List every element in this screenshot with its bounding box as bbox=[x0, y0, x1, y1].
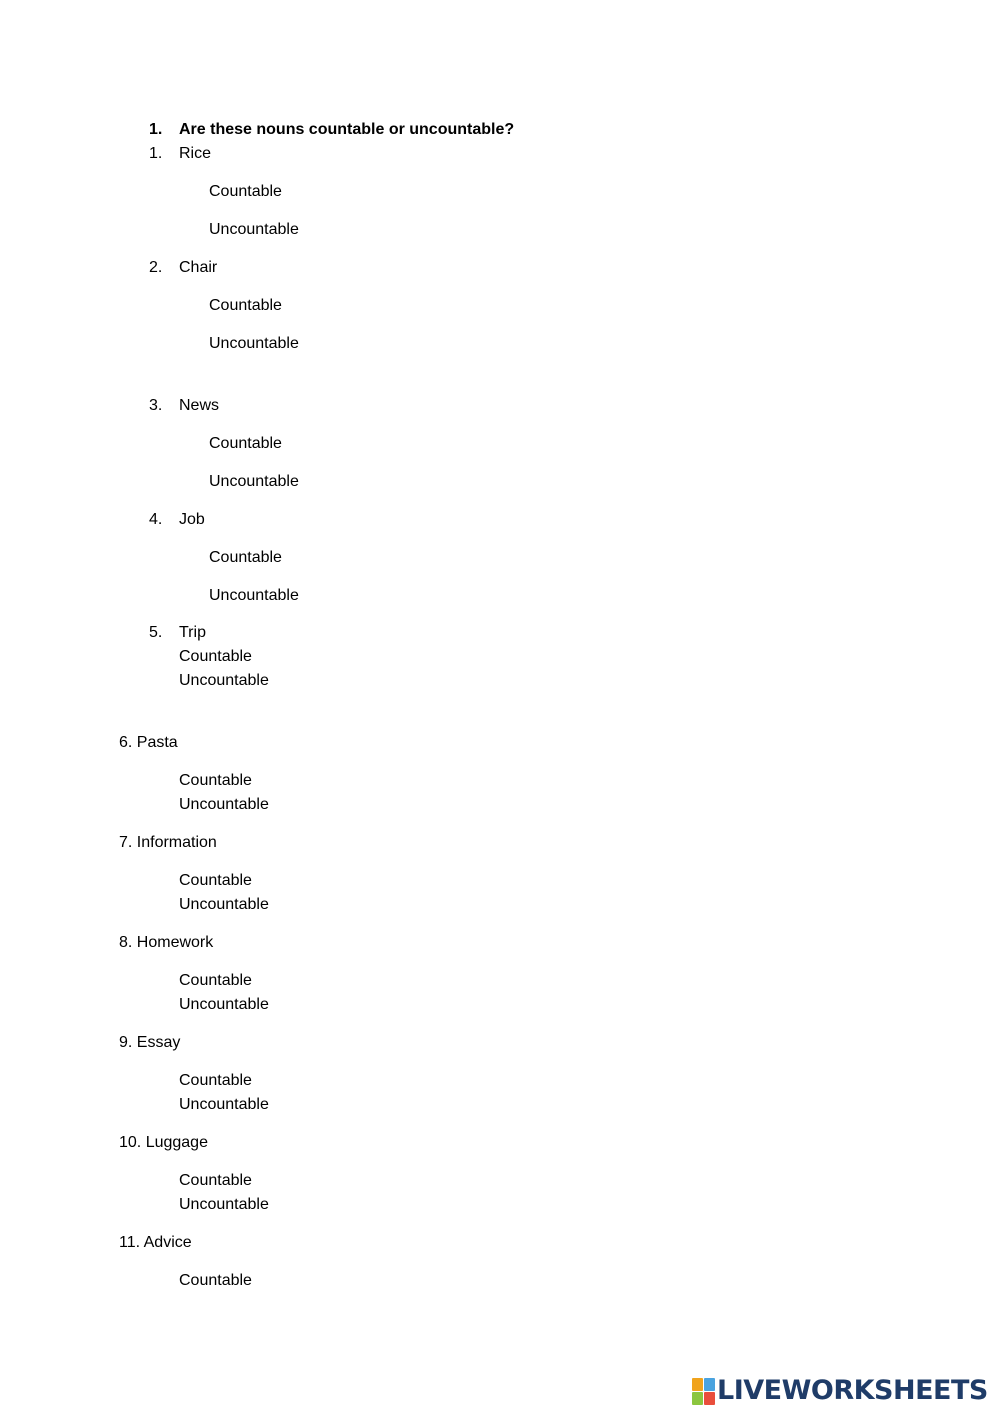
logo-square bbox=[692, 1378, 703, 1391]
option-uncountable[interactable]: Uncountable bbox=[179, 896, 269, 913]
item-word-rice: Rice bbox=[179, 145, 212, 162]
option-countable[interactable]: Countable bbox=[209, 297, 282, 314]
item-word-chair: Chair bbox=[179, 259, 218, 276]
option-countable[interactable]: Countable bbox=[179, 772, 252, 789]
option-countable[interactable]: Countable bbox=[209, 435, 282, 452]
option-uncountable[interactable]: Uncountable bbox=[209, 587, 299, 604]
page-title: Are these nouns countable or uncountable? bbox=[179, 121, 515, 138]
option-countable[interactable]: Countable bbox=[179, 872, 252, 889]
option-countable[interactable]: Countable bbox=[179, 1072, 252, 1089]
header-number: 1. bbox=[149, 121, 163, 138]
brand-name: LIVEWORKSHEETS bbox=[717, 1375, 988, 1406]
item-word-information: 7. Information bbox=[119, 834, 217, 851]
liveworksheets-logo bbox=[692, 1374, 990, 1408]
item-number-3: 3. bbox=[149, 397, 163, 414]
item-number-4: 4. bbox=[149, 511, 163, 528]
option-uncountable[interactable]: Uncountable bbox=[179, 796, 269, 813]
option-uncountable[interactable]: Uncountable bbox=[179, 1096, 269, 1113]
option-countable[interactable]: Countable bbox=[179, 1272, 252, 1289]
item-number-5: 5. bbox=[149, 624, 163, 641]
option-uncountable[interactable]: Uncountable bbox=[209, 473, 299, 490]
option-countable[interactable]: Countable bbox=[179, 648, 252, 665]
option-countable[interactable]: Countable bbox=[209, 549, 282, 566]
liveworksheets-logo-icon bbox=[692, 1378, 714, 1404]
option-countable[interactable]: Countable bbox=[209, 183, 282, 200]
item-word-essay: 9. Essay bbox=[119, 1034, 181, 1051]
option-uncountable[interactable]: Uncountable bbox=[179, 1196, 269, 1213]
item-word-pasta: 6. Pasta bbox=[119, 734, 178, 751]
item-word-trip: Trip bbox=[179, 624, 206, 641]
logo-square bbox=[692, 1392, 703, 1405]
item-word-luggage: 10. Luggage bbox=[119, 1134, 208, 1151]
option-uncountable[interactable]: Uncountable bbox=[209, 335, 299, 352]
logo-square bbox=[704, 1378, 715, 1391]
option-countable[interactable]: Countable bbox=[179, 972, 252, 989]
item-number-2: 2. bbox=[149, 259, 163, 276]
item-word-homework: 8. Homework bbox=[119, 934, 214, 951]
item-word-advice: 11. Advice bbox=[119, 1234, 192, 1251]
logo-square bbox=[704, 1392, 715, 1405]
item-word-job: Job bbox=[179, 511, 205, 528]
option-uncountable[interactable]: Uncountable bbox=[209, 221, 299, 238]
option-uncountable[interactable]: Uncountable bbox=[179, 672, 269, 689]
item-number-1: 1. bbox=[149, 145, 163, 162]
option-uncountable[interactable]: Uncountable bbox=[179, 996, 269, 1013]
option-countable[interactable]: Countable bbox=[179, 1172, 252, 1189]
item-word-news: News bbox=[179, 397, 220, 414]
